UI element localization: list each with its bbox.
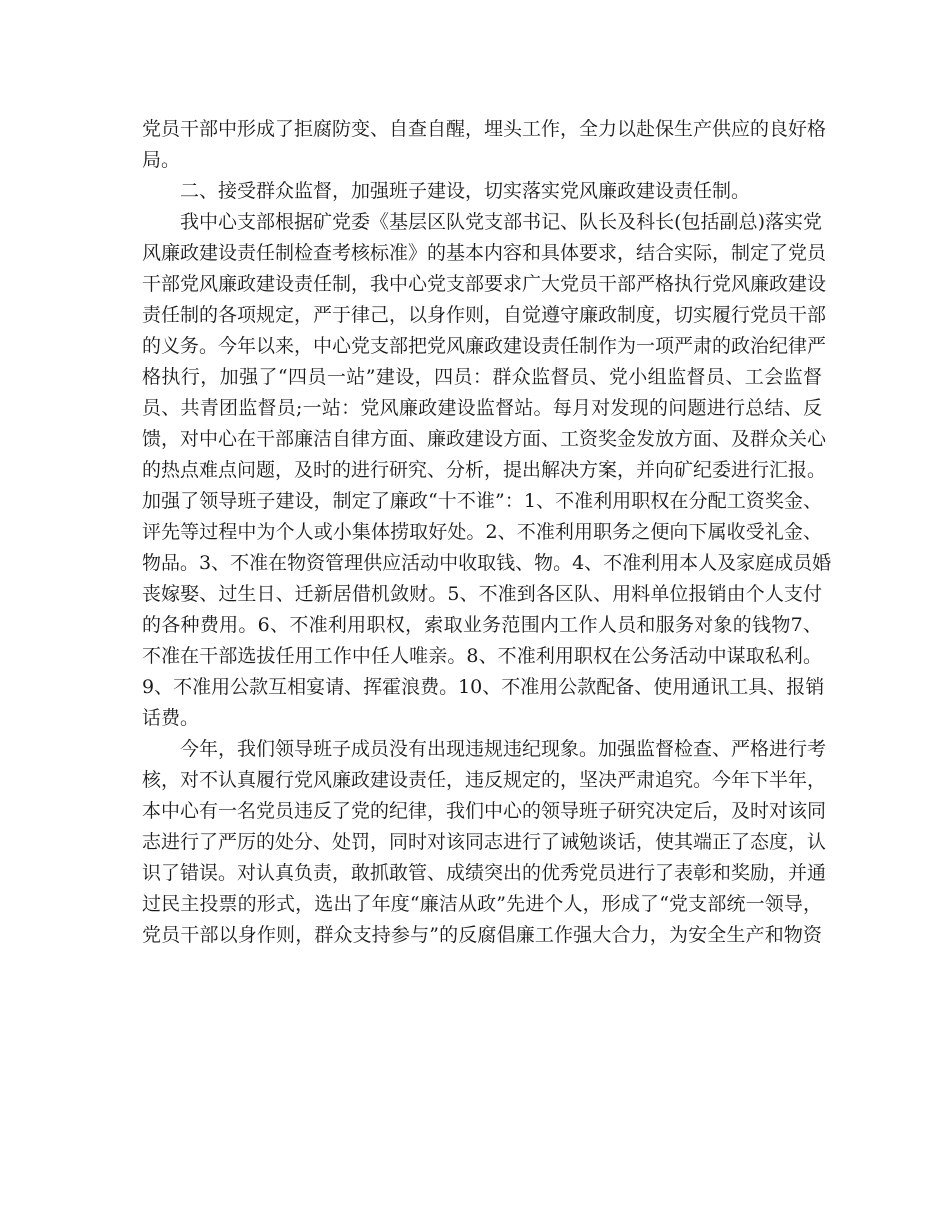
text-line: 格执行，加强了“四员一站”建设，四员：群众监督员、党小组监督员、工会监督 — [142, 366, 822, 388]
text-line: 本中心有一名党员违反了党的纪律，我们中心的领导班子研究决定后，及时对该同 — [142, 800, 827, 822]
text-line: 过民主投票的形式，选出了年度“廉洁从政”先进个人，形成了“党支部统一领导， — [142, 893, 822, 915]
text-line: 核，对不认真履行党风廉政建设责任，违反规定的，坚决严肃追究。今年下半年， — [142, 769, 827, 791]
text-line: 物品。3、不准在物资管理供应活动中收取钱、物。4、不准利用本人及家庭成员婚 — [142, 552, 832, 574]
text-line: 话费。 — [142, 707, 200, 729]
paragraph-3 — [142, 734, 827, 951]
text-line: 志进行了严厉的处分、处罚，同时对该同志进行了诫勉谈话，使其端正了态度，认 — [142, 831, 827, 853]
text-line: 的各种费用。6、不准利用职权，索取业务范围内工作人员和服务对象的钱物7、 — [142, 614, 822, 636]
text-line: 加强了领导班子建设，制定了廉政“十不谁”：1、不准利用职权在分配工资奖金、 — [142, 490, 822, 512]
text-line: 馈，对中心在干部廉洁自律方面、廉政建设方面、工资奖金发放方面、及群众关心 — [142, 428, 827, 450]
text-line: 责任制的各项规定，严于律己，以身作则，自觉遵守廉政制度，切实履行党员干部 — [142, 304, 827, 326]
text-line: 的义务。今年以来，中心党支部把党风廉政建设责任制作为一项严肃的政治纪律严 — [142, 335, 827, 357]
text-line: 党员干部以身作则，群众支持参与”的反腐倡廉工作强大合力，为安全生产和物资 — [142, 924, 822, 946]
text-line: 干部党风廉政建设责任制，我中心党支部要求广大党员干部严格执行党风廉政建设 — [142, 273, 827, 295]
text-line: 风廉政建设责任制检查考核标准》的基本内容和具体要求，结合实际，制定了党员 — [142, 242, 827, 264]
paragraph-2 — [142, 207, 832, 734]
text-line: 局。 — [142, 149, 181, 171]
text-line: 9、不准用公款互相宴请、挥霍浪费。10、不准用公款配备、使用通讯工具、报销 — [142, 676, 825, 698]
text-line: 我中心支部根据矿党委《基层区队党支部书记、队长及科长(包括副总)落实党 — [180, 211, 822, 233]
text-line: 识了错误。对认真负责，敢抓敢管、成绩突出的优秀党员进行了表彰和奖励，并通 — [142, 862, 827, 884]
section-heading: 二、接受群众监督，加强班子建设，切实落实党风廉政建设责任制。 — [180, 180, 751, 202]
text-line: 丧嫁娶、过生日、迁新居借机敛财。5、不准到各区队、用料单位报销由个人支付 — [142, 583, 822, 605]
text-line: 员、共青团监督员;一站：党风廉政建设监督站。每月对发现的问题进行总结、反 — [142, 397, 822, 419]
document-body — [142, 114, 832, 951]
paragraph-1 — [142, 114, 827, 176]
text-line: 党员干部中形成了拒腐防变、自查自醒，埋头工作，全力以赴保生产供应的良好格 — [142, 118, 827, 140]
text-line: 的热点难点问题，及时的进行研究、分析，提出解决方案，并向矿纪委进行汇报。 — [142, 459, 827, 481]
text-line: 评先等过程中为个人或小集体捞取好处。2、不准利用职务之便向下属收受礼金、 — [142, 521, 822, 543]
text-line: 今年，我们领导班子成员没有出现违规违纪现象。加强监督检查、严格进行考 — [180, 738, 827, 760]
text-line: 不准在干部选拔任用工作中任人唯亲。8、不准利用职权在公务活动中谋取私利。 — [142, 645, 822, 667]
